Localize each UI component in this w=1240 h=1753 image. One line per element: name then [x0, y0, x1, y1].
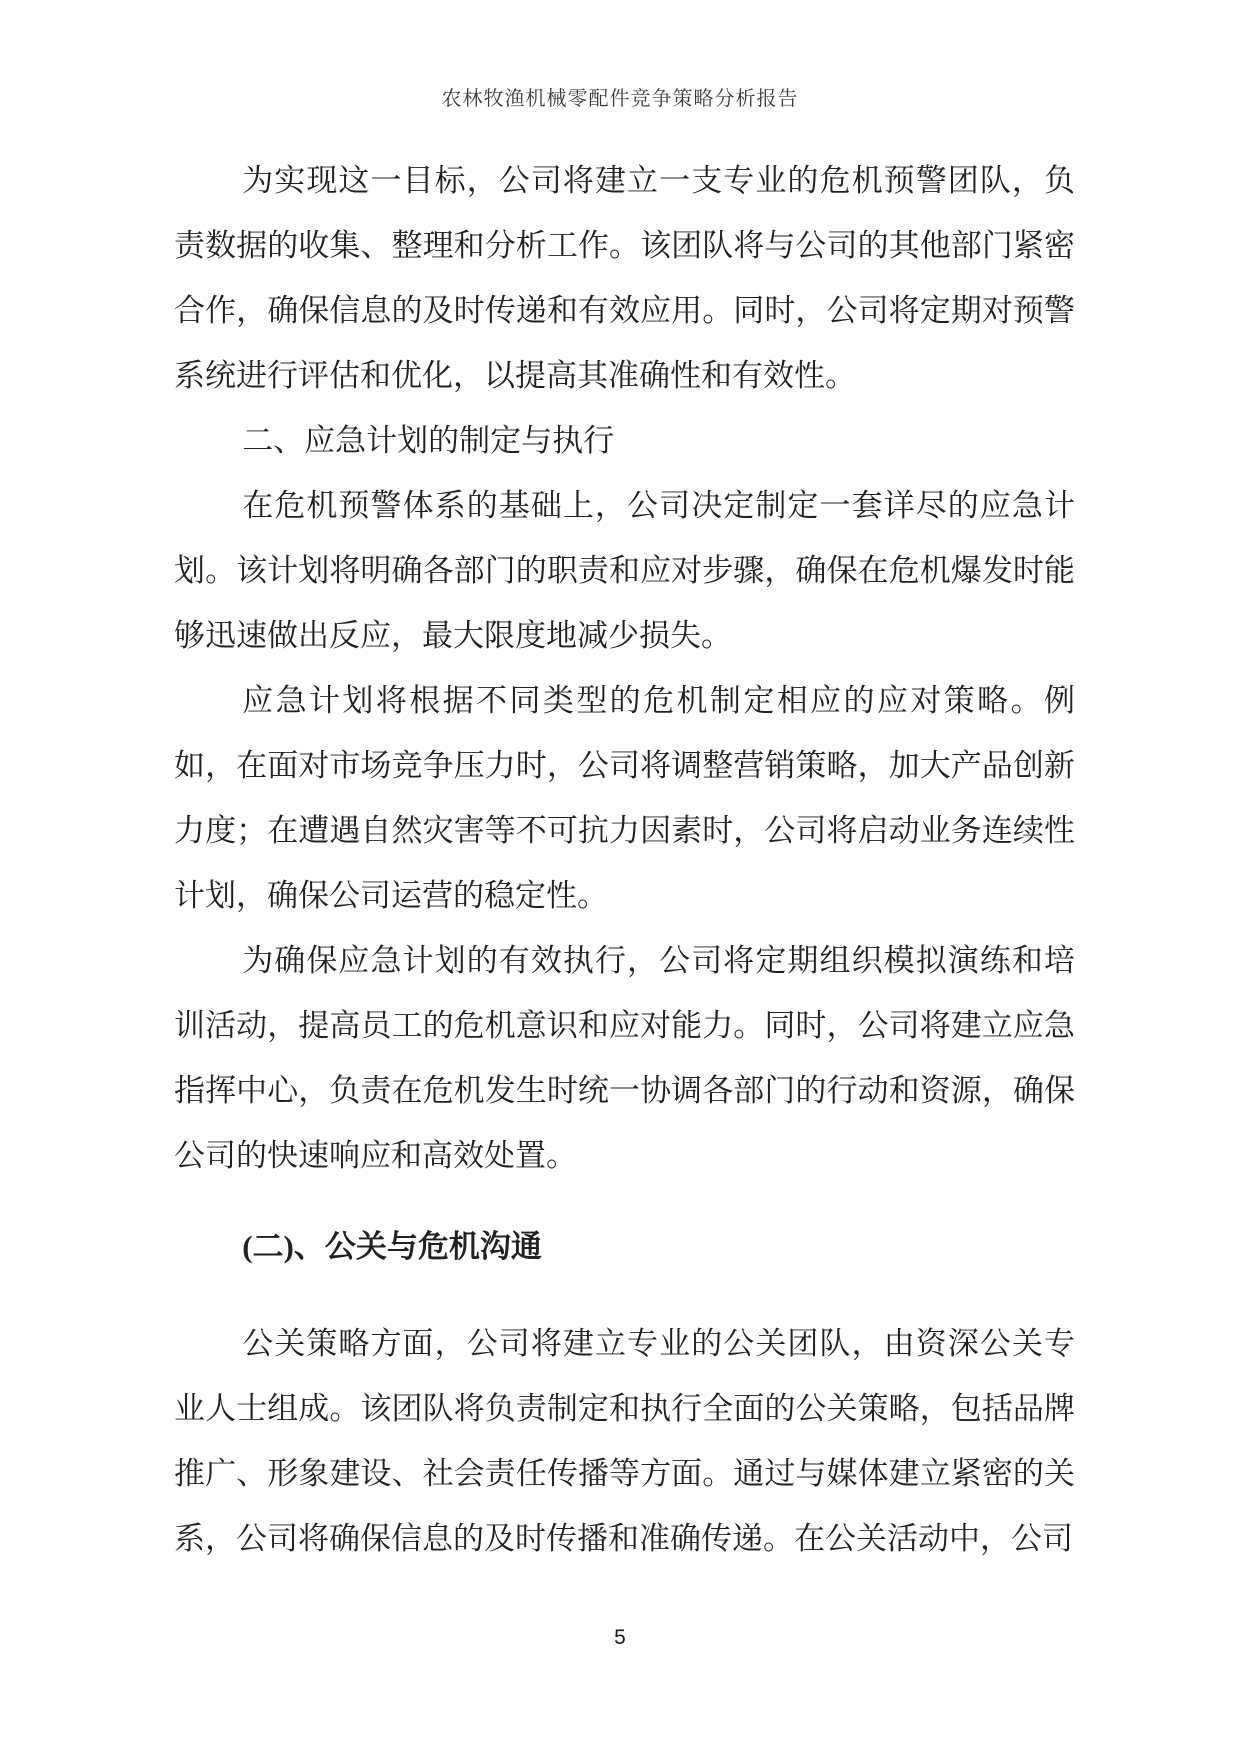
- paragraph: 公关策略方面，公司将建立专业的公关团队，由资深公关专业人士组成。该团队将负责制定和执行全面的公关策略，包括品牌推广、形象建设、社会责任传播等方面。通过与媒体建立紧密的关系，公司将确保信息的及时传播和准确传递。在公关活动中，公司: [174, 1326, 1075, 1556]
- paragraph: 为确保应急计划的有效执行，公司将定期组织模拟演练和培训活动，提高员工的危机意识和应对能力。同时，公司将建立应急指挥中心，负责在危机发生时统一协调各部门的行动和资源，确保公司的快速响应和高效处置。: [174, 943, 1075, 1173]
- document-body: [174, 148, 1075, 1571]
- page-header-title: 农林牧渔机械零配件竞争策略分析报告: [441, 88, 799, 110]
- paragraph: 在危机预警体系的基础上，公司决定制定一套详尽的应急计划。该计划将明确各部门的职责和应对步骤，确保在危机爆发时能够迅速做出反应，最大限度地减少损失。: [174, 488, 1075, 653]
- paragraph: 应急计划将根据不同类型的危机制定相应的应对策略。例如，在面对市场竞争压力时，公司将调整营销策略，加大产品创新力度；在遭遇自然灾害等不可抗力因素时，公司将启动业务连续性计划，确保公司运营的稳定性。: [174, 683, 1075, 913]
- page-number: 5: [614, 1626, 626, 1649]
- section-subheading: 二、应急计划的制定与执行: [242, 423, 615, 458]
- paragraph: 为实现这一目标，公司将建立一支专业的危机预警团队，负责数据的收集、整理和分析工作。该团队将与公司的其他部门紧密合作，确保信息的及时传递和有效应用。同时，公司将定期对预警系统进行评估和优化，以提高其准确性和有效性。: [174, 163, 1075, 393]
- section-heading: (二)、公关与危机沟通: [242, 1229, 542, 1264]
